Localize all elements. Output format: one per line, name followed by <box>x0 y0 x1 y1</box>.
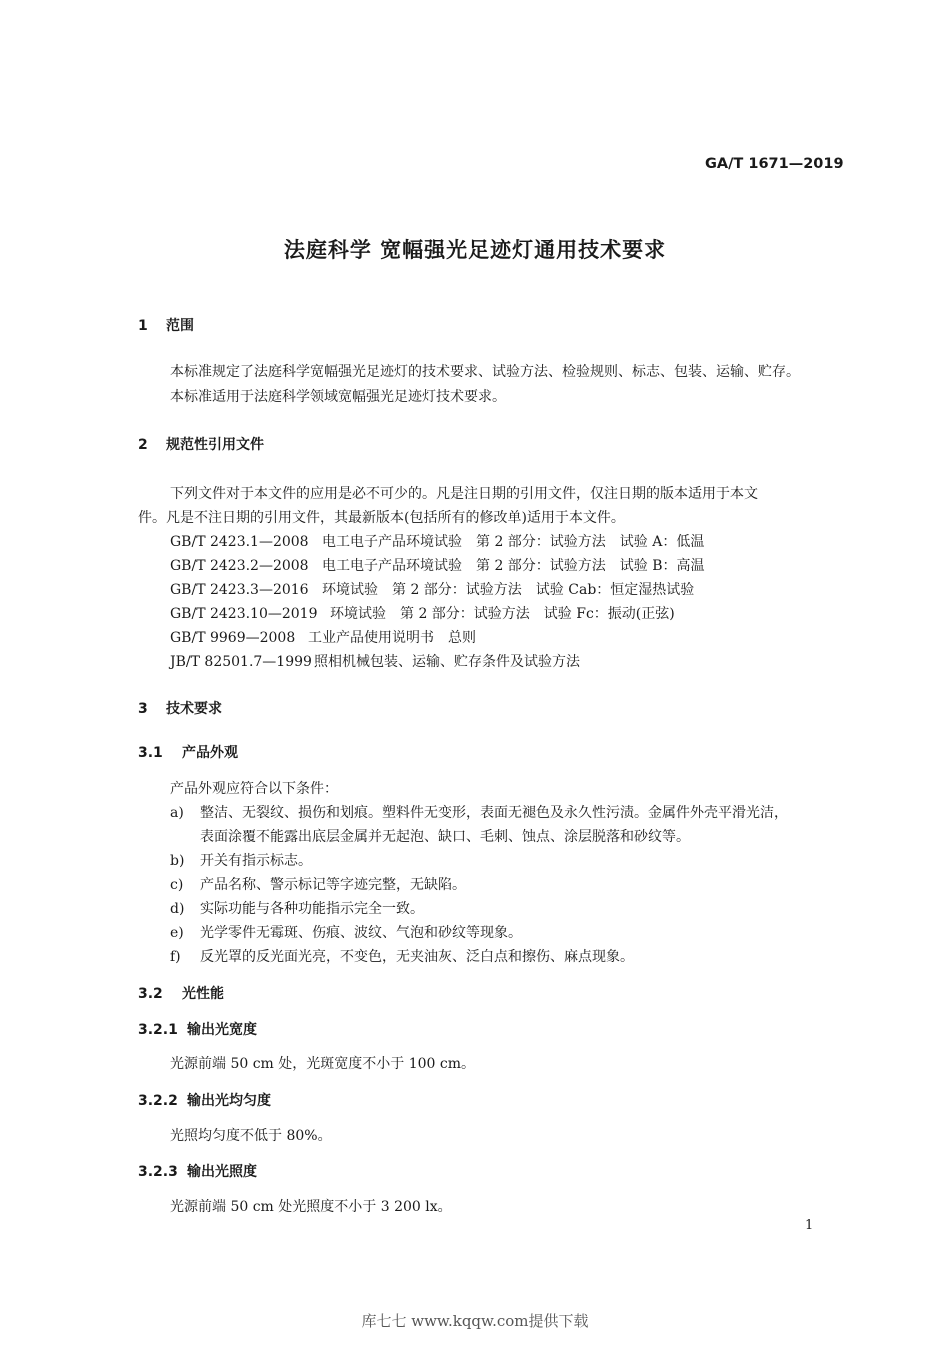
list-item-label: a) <box>170 805 184 821</box>
list-item-label: b) <box>170 853 185 869</box>
reference-item <box>170 579 694 599</box>
clause-heading-output-width <box>138 1019 257 1039</box>
list-item <box>170 946 634 966</box>
paragraph: 本标准适用于法庭科学领域宽幅强光足迹灯技术要求。 <box>170 389 506 405</box>
reference-item <box>170 651 580 671</box>
reference-item <box>170 603 675 623</box>
reference-title: 环境试验 第 2 部分：试验方法 试验 Fc：振动(正弦) <box>330 606 675 622</box>
subsection-number: 3.1 <box>138 745 163 761</box>
reference-code: GB/T 9969—2008 <box>170 630 296 646</box>
clause-title: 输出光宽度 <box>187 1022 257 1038</box>
list-item-continuation: 表面涂覆不能露出底层金属并无起泡、缺口、毛刺、蚀点、涂层脱落和砂纹等。 <box>200 829 690 845</box>
list-item <box>170 922 522 942</box>
paragraph: 本标准规定了法庭科学宽幅强光足迹灯的技术要求、试验方法、检验规则、标志、包装、运输、贮存。 <box>170 364 800 380</box>
paragraph: 件。凡是不注日期的引用文件，其最新版本(包括所有的修改单)适用于本文件。 <box>138 510 625 526</box>
reference-code: GB/T 2423.2—2008 <box>170 558 309 574</box>
clause-number: 3.2.3 <box>138 1164 178 1180</box>
list-item-text: 实际功能与各种功能指示完全一致。 <box>200 901 424 917</box>
section-number: 3 <box>138 701 148 717</box>
list-item-label: c) <box>170 877 184 893</box>
list-item <box>170 850 312 870</box>
reference-title: 电工电子产品环境试验 第 2 部分：试验方法 试验 A：低温 <box>322 534 705 550</box>
section-title: 技术要求 <box>166 701 222 717</box>
reference-title: 工业产品使用说明书 总则 <box>308 630 476 646</box>
section-heading-scope <box>138 315 194 335</box>
list-item-label: d) <box>170 901 185 917</box>
reference-code: GB/T 2423.1—2008 <box>170 534 309 550</box>
clause-heading-output-uniformity <box>138 1090 271 1110</box>
clause-title: 输出光照度 <box>187 1164 257 1180</box>
reference-title: 照相机械包装、运输、贮存条件及试验方法 <box>314 654 580 670</box>
list-item-text: 产品名称、警示标记等字迹完整，无缺陷。 <box>200 877 466 893</box>
reference-item <box>170 531 704 551</box>
reference-item <box>170 627 476 647</box>
subsection-heading-appearance <box>138 742 238 762</box>
reference-code: GB/T 2423.3—2016 <box>170 582 309 598</box>
section-heading-technical-requirements <box>138 698 222 718</box>
clause-number: 3.2.1 <box>138 1022 178 1038</box>
list-item <box>170 898 424 918</box>
clause-heading-output-illuminance <box>138 1161 257 1181</box>
reference-title: 电工电子产品环境试验 第 2 部分：试验方法 试验 B：高温 <box>322 558 705 574</box>
reference-code: JB/T 82501.7—1999 <box>170 654 312 670</box>
paragraph: 光源前端 50 cm 处光照度不小于 3 200 lx。 <box>170 1199 452 1215</box>
subsection-title: 光性能 <box>182 986 224 1002</box>
list-item-label: e) <box>170 925 184 941</box>
clause-number: 3.2.2 <box>138 1093 178 1109</box>
list-item-text: 整洁、无裂纹、损伤和划痕。塑料件无变形，表面无褪色及永久性污渍。金属件外壳平滑光洁， <box>200 805 788 821</box>
subsection-number: 3.2 <box>138 986 163 1002</box>
paragraph: 产品外观应符合以下条件： <box>170 781 338 797</box>
paragraph: 光照均匀度不低于 80%。 <box>170 1128 332 1144</box>
paragraph: 光源前端 50 cm 处，光斑宽度不小于 100 cm。 <box>170 1056 476 1072</box>
section-title: 规范性引用文件 <box>166 437 264 453</box>
clause-title: 输出光均匀度 <box>187 1093 271 1109</box>
page-number: 1 <box>805 1218 814 1233</box>
section-number: 2 <box>138 437 148 453</box>
list-item <box>170 802 788 822</box>
list-item-text: 开关有指示标志。 <box>200 853 312 869</box>
subsection-heading-optical-performance <box>138 983 224 1003</box>
list-item <box>170 874 466 894</box>
reference-title: 环境试验 第 2 部分：试验方法 试验 Cab：恒定湿热试验 <box>322 582 695 598</box>
reference-item <box>170 555 705 575</box>
paragraph: 下列文件对于本文件的应用是必不可少的。凡是注日期的引用文件，仅注日期的版本适用于本文 <box>170 486 758 502</box>
document-title: 法庭科学 宽幅强光足迹灯通用技术要求 <box>283 238 667 262</box>
download-footer: 库七七 www.kqqw.com提供下载 <box>361 1312 589 1330</box>
subsection-title: 产品外观 <box>182 745 238 761</box>
reference-code: GB/T 2423.10—2019 <box>170 606 318 622</box>
list-item-label: f) <box>170 949 181 965</box>
document-number: GA/T 1671—2019 <box>705 156 844 172</box>
section-title: 范围 <box>166 318 194 334</box>
list-item-text: 反光罩的反光面光亮，不变色，无夹油灰、泛白点和擦伤、麻点现象。 <box>200 949 634 965</box>
section-number: 1 <box>138 318 148 334</box>
list-item-text: 光学零件无霉斑、伤痕、波纹、气泡和砂纹等现象。 <box>200 925 522 941</box>
section-heading-normative-references <box>138 434 264 454</box>
